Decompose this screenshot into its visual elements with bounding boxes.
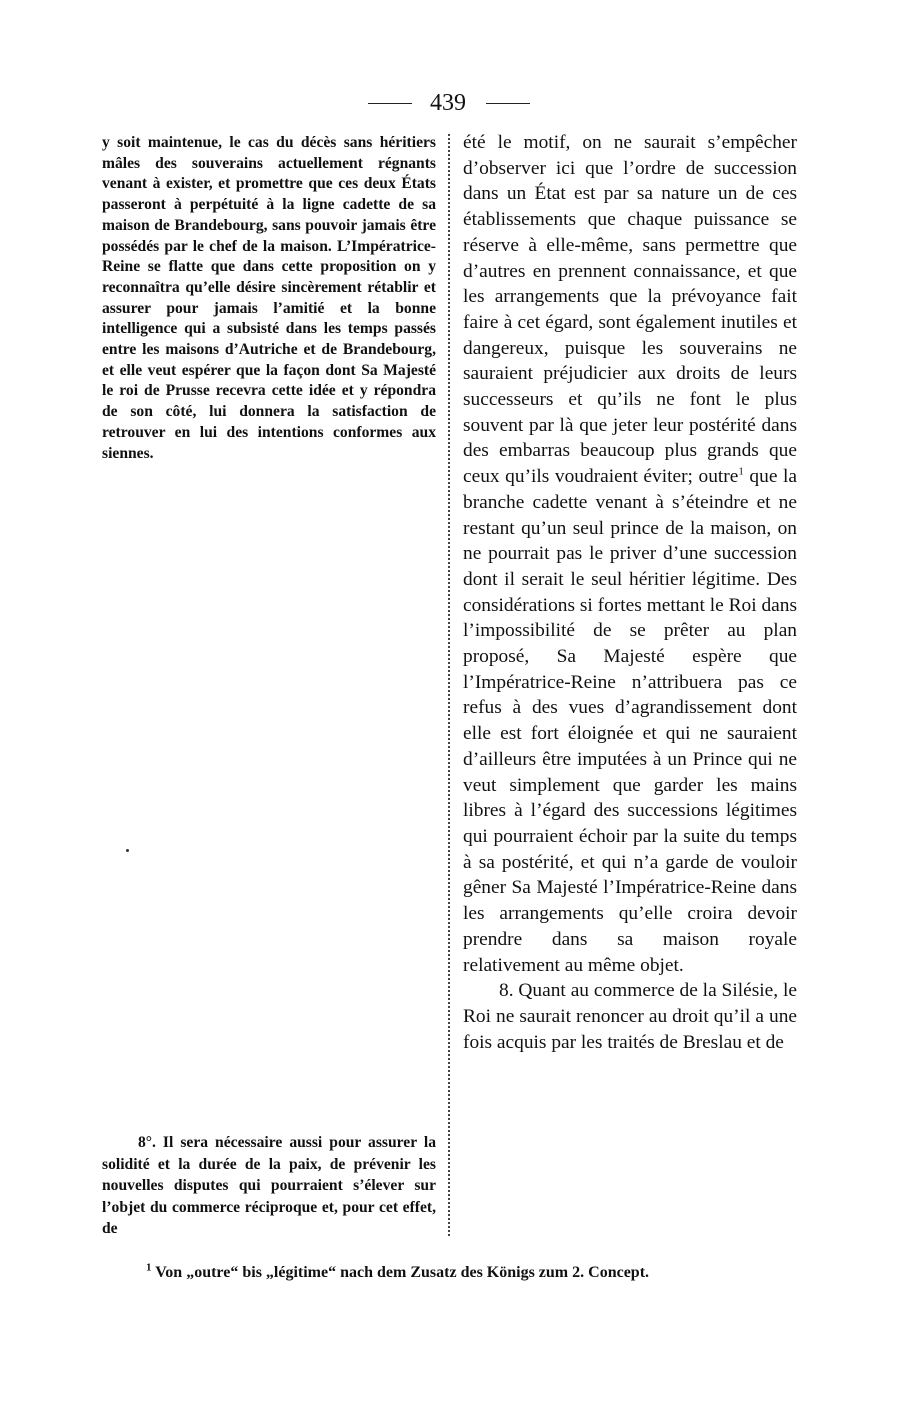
column-divider	[448, 134, 450, 1236]
page-header	[0, 86, 900, 122]
left-column-top	[102, 133, 436, 464]
header-rule-right	[486, 103, 530, 104]
footnote-reference-marker: 1	[738, 465, 744, 478]
right-column	[463, 130, 797, 1055]
right-column-paragraph-1	[463, 130, 797, 978]
header-rule-left	[368, 103, 412, 104]
right-column-paragraph-2: 8. Quant au commerce de la Silésie, le Roi ne saurait renoncer au droit qu’il a une fois acquis par les traités de Breslau et de	[463, 980, 797, 1053]
footnote-text: Von „outre“ bis „légitime“ nach dem Zusatz des Königs zum 2. Concept.	[155, 1264, 650, 1281]
right-paragraph-1-part-2: que la branche cadette venant à s’éteindre et ne restant qu’un seul prince de la maison, on ne pourrait pas le priver d’une succession dont il serait le seul héritier légitime. Des considérations si fortes mettant le Roi dans l’impossibilité de se prêter au plan proposé, Sa Majesté espère que l’Impératrice-Reine n’attribuera pas ce refus à des vues d’agrandissement dont elle est fort éloignée et qui ne sauraient d’ailleurs être imputées à un Prince qui ne veut simplement que garder les mains libres à l’égard des successions légitimes qui pourraient échoir par la suite du temps à sa postérité, et qui n’a garde de vouloir gêner Sa Majesté l’Impératrice-Reine dans les arrangements qu’elle croira devoir prendre dans sa maison royale relativement au même objet.	[463, 466, 797, 976]
left-column-paragraph-top: y soit maintenue, le cas du décès sans héritiers mâles des souverains actuellement régnants venant à exister, et promettre que ces deux États passeront à perpétuité à la ligne cadette de sa maison de Brandebourg, sans pouvoir jamais être possédés par le chef de la maison. L’Impératrice-Reine se flatte que dans cette proposition on y reconnaîtra qu’elle désire sincèrement rétablir et assurer pour jamais l’amitié et la bonne intelligence qui a subsisté dans les temps passés entre les maisons d’Autriche et de Brandebourg, et elle veut espérer que la façon dont Sa Majesté le roi de Prusse recevra cette idée et y répondra de son côté, lui donnera la satisfaction de retrouver en lui des intentions conformes aux siennes.	[102, 134, 436, 462]
left-column-paragraph-bottom: 8°. Il sera nécessaire aussi pour assurer la solidité et la durée de la paix, de prévenir les nouvelles disputes qui pourraient s’élever sur l’objet du commerce réciproque et, pour cet effet, de	[102, 1134, 436, 1237]
footnote	[146, 1262, 846, 1284]
footnote-marker: 1	[146, 1261, 152, 1274]
page-number: 439	[430, 90, 466, 116]
left-column-bottom	[102, 1132, 436, 1240]
print-speck	[126, 849, 129, 852]
right-paragraph-1-part-1: été le motif, on ne saurait s’empêcher d’observer ici que l’ordre de succession dans un État est par sa nature un de ces établissements que chaque puissance se réserve à elle-même, sans permettre que d’autres en prennent connaissance, et que les arrangements que la prévoyance fait faire à cet égard, sont également inutiles et dangereux, puisque les souverains ne sauraient préjudicier aux droits de leurs successeurs et qu’ils ne font le plus souvent par là que jeter leur postérité dans des embarras beaucoup plus grands que ceux qu’ils voudraient éviter; outre	[463, 132, 797, 488]
